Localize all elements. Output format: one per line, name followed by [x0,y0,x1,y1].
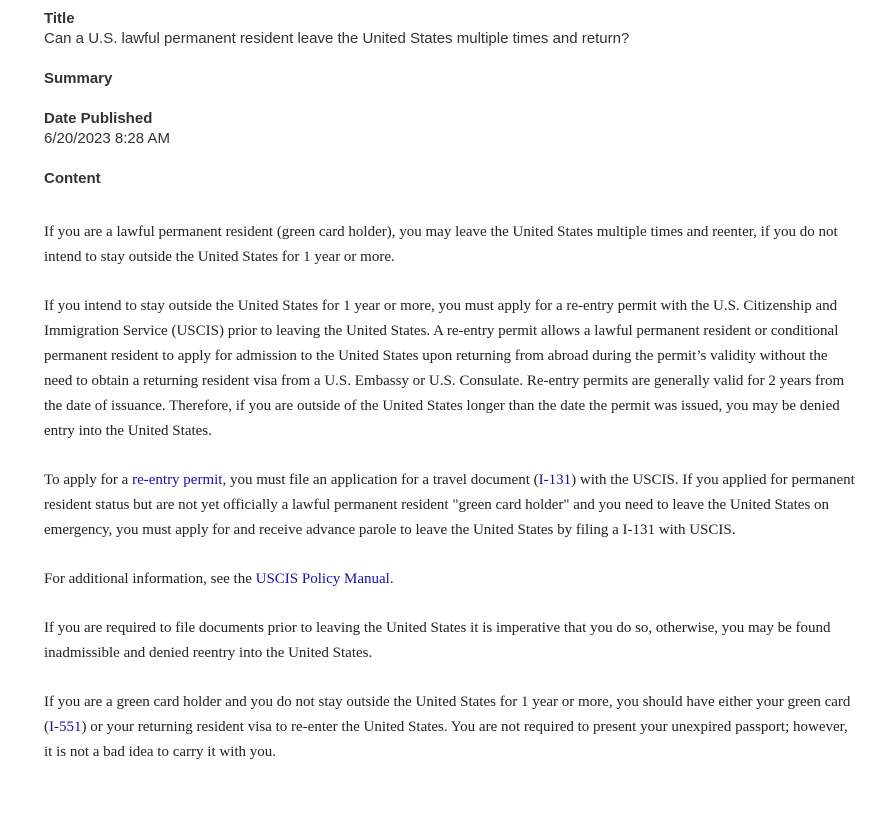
i-551-link[interactable]: I-551 [49,719,82,735]
content-label: Content [44,170,101,187]
title-label: Title [44,10,75,27]
summary-label: Summary [44,70,113,87]
paragraph-4-text-1: For additional information, see the [44,571,256,587]
paragraph-6-text-1: If you are a green card holder and you do not stay outside the United States for 1 year or more, you should have either your green card ( [44,694,851,735]
i-131-link[interactable]: I-131 [538,472,572,488]
paragraph-1: If you are a lawful permanent resident (green card holder), you may leave the United States multiple times and reenter, if you do not intend to stay outside the United States for 1 year or more. [44,224,838,265]
paragraph-4 [44,567,855,592]
content-field [44,169,855,189]
date-published-field [44,109,855,149]
paragraph-6 [44,690,855,765]
date-published-label: Date Published [44,110,153,127]
paragraph-3 [44,468,855,543]
paragraph-3-text-1: To apply for a [44,472,133,488]
paragraph-3-text-2: , you must file an application for a travel document ( [222,472,539,488]
paragraph-6-text-2: ) or your returning resident visa to re-enter the United States. You are not required to present your unexpired passport; however, it is not a bad idea to carry it with you. [44,719,848,760]
re-entry-permit-link[interactable]: re-entry permit [132,472,223,488]
paragraph-2: If you intend to stay outside the United States for 1 year or more, you must apply for a re-entry permit with the U.S. Citizenship and Immigration Service (USCIS) prior to leaving the United States. A re-entry permit allows a lawful permanent resident or conditional permanent resident to apply for admission to the United States upon returning from abroad during the permit’s validity without the need to obtain a returning resident visa from a U.S. Embassy or U.S. Consulate. Re-entry permits are generally valid for 2 years from the date of issuance. Therefore, if you are outside of the United States longer than the date the permit was issued, you may be denied entry into the United States. [44,298,845,439]
title-value: Can a U.S. lawful permanent resident leave the United States multiple times and return? [44,30,630,47]
summary-field [44,69,855,89]
paragraph-3-text-3: ) with the USCIS. If you applied for permanent resident status but are not yet officially a lawful permanent resident "green card holder" and you need to leave the United States on emergency, you must apply for and receive advance parole to leave the United States by filing a I-131 with USCIS. [44,472,855,538]
title-field [44,9,855,49]
paragraph-5: If you are required to file documents prior to leaving the United States it is imperative that you do so, otherwise, you may be found inadmissible and denied reentry into the United States. [44,620,831,661]
paragraph-4-text-2: . [389,571,394,587]
uscis-policy-manual-link[interactable]: USCIS Policy Manual [255,571,390,587]
article-content [44,220,855,765]
date-published-value: 6/20/2023 8:28 AM [44,130,170,147]
